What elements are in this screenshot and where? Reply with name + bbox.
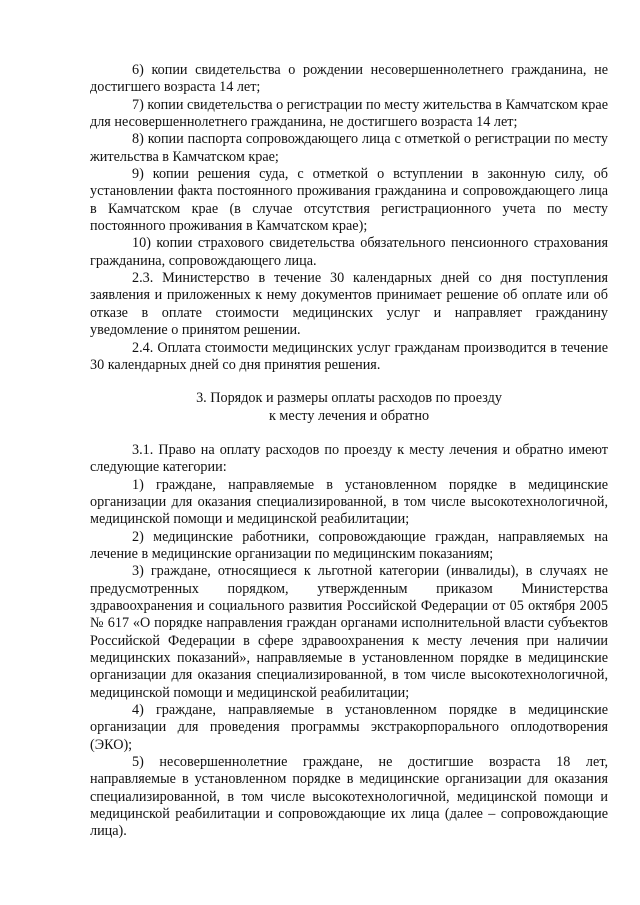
section-title (90, 390, 608, 425)
list-item: 8) копии паспорта сопровождающего лица с отметкой о регистрации по месту жительства в Камчатском крае; (90, 131, 608, 165)
list-item: 1) граждане, направляемые в установленном порядке в медицинские организации для оказания специализированной, в том числе высокотехнологичной, медицинской помощи и медицинской реабилитации; (90, 476, 608, 528)
list-item: 7) копии свидетельства о регистрации по месту жительства в Камчатском крае для несовершеннолетнего гражданина, не достигшего возраста 14 лет; (90, 96, 608, 131)
document-page (90, 62, 608, 841)
list-item: 4) граждане, направляемые в установленном порядке в медицинские организации для проведения программы экстракорпорального оплодотворения (ЭКО); (90, 702, 608, 753)
spacer (90, 425, 608, 442)
list-item: 6) копии свидетельства о рождении несовершеннолетнего гражданина, не достигшего возраста 14 лет; (90, 62, 608, 96)
list-item: 5) несовершеннолетние граждане, не достигшие возраста 18 лет, направляемые в установленном порядке в медицинские организации для оказания специализированной, в том числе высокотехнологичной, медицинской помощи и медицинской реабилитации и сопровождающие их лица (далее – сопровождающие лица). (90, 754, 608, 840)
paragraph-2-3: 2.3. Министерство в течение 30 календарных дней со дня поступления заявления и приложенных к нему документов принимает решение об оплате или об отказе в оплате стоимости медицинских услуг и направляет гражданину уведомление о принятом решении. (90, 270, 608, 339)
section-title-line2: к месту лечения и обратно (268, 407, 430, 424)
list-item: 2) медицинские работники, сопровождающие граждан, направляемых на лечение в медицинские организации по медицинским показаниям; (90, 528, 608, 562)
list-item: 9) копии решения суда, с отметкой о вступлении в законную силу, об установлении факта постоянного проживания гражданина и сопровождающего лица в Камчатском крае (в случае отсутствия регистрационного учета по месту постоянного проживания в Камчатском крае); (90, 166, 608, 235)
spacer (90, 374, 608, 390)
list-item: 3) граждане, относящиеся к льготной категории (инвалиды), в случаях не предусмотренных порядком, утвержденным приказом Министерства здравоохранения и социального развития Российской Федерации от 05 октября 2005 № 617 «О порядке направления граждан органами исполнительной власти субъектов Российской Федерации в сфере здравоохранения к месту лечения при наличии медицинских показаний», направляемые в установленном порядке в медицинские организации для оказания специализированной, в том числе высокотехнологичной, медицинской помощи и медицинской реабилитации; (90, 563, 608, 701)
paragraph-3-1: 3.1. Право на оплату расходов по проезду к месту лечения и обратно имеют следующие категории: (90, 441, 608, 476)
section-title-line1: 3. Порядок и размеры оплаты расходов по проезду (196, 390, 502, 407)
list-item: 10) копии страхового свидетельства обязательного пенсионного страхования гражданина, сопровождающего лица. (90, 235, 608, 269)
paragraph-2-4: 2.4. Оплата стоимости медицинских услуг гражданам производится в течение 30 календарных дней со дня принятия решения. (90, 339, 608, 373)
